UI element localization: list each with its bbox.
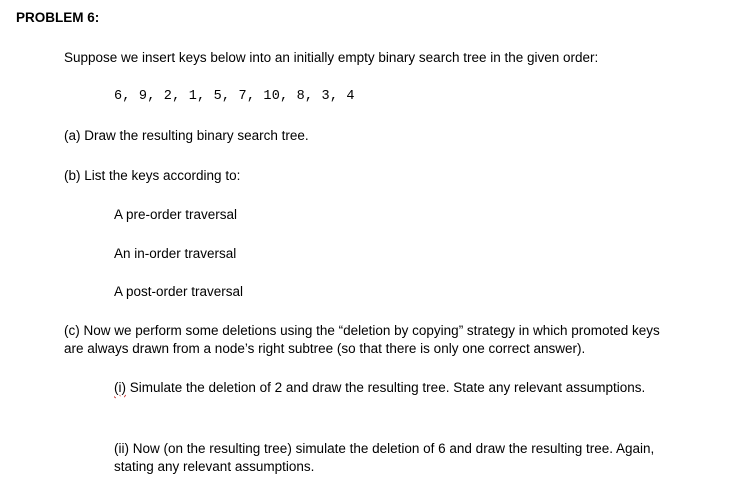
insertion-keys: 6, 9, 2, 1, 5, 7, 10, 8, 3, 4 [114,89,355,104]
part-a-text: (a) Draw the resulting binary search tree. [64,128,309,143]
traversal-preorder: A pre-order traversal [114,207,238,222]
sub-part-ii-line1: (ii) Now (on the resulting tree) simulate the deletion of 6 and draw the resulting tree. Again, [114,441,655,456]
traversal-inorder: An in-order traversal [114,246,237,261]
sub-part-i-text: Simulate the deletion of 2 and draw the resulting tree. State any relevant assumptions. [126,380,646,395]
problem-intro: Suppose we insert keys below into an initially empty binary search tree in the given order: [64,50,599,65]
part-c-line1: (c) Now we perform some deletions using the “deletion by copying” strategy in which promoted keys [64,323,660,338]
problem-heading: PROBLEM 6: [16,10,100,25]
part-b-text: (b) List the keys according to: [64,168,241,183]
sub-part-i-label: (i) [114,380,126,395]
traversal-postorder: A post-order traversal [114,284,244,299]
sub-part-ii-line2: stating any relevant assumptions. [114,459,315,474]
part-c-line2: are always drawn from a node’s right subtree (so that there is only one correct answer). [64,341,586,356]
sub-part-i [114,379,645,396]
